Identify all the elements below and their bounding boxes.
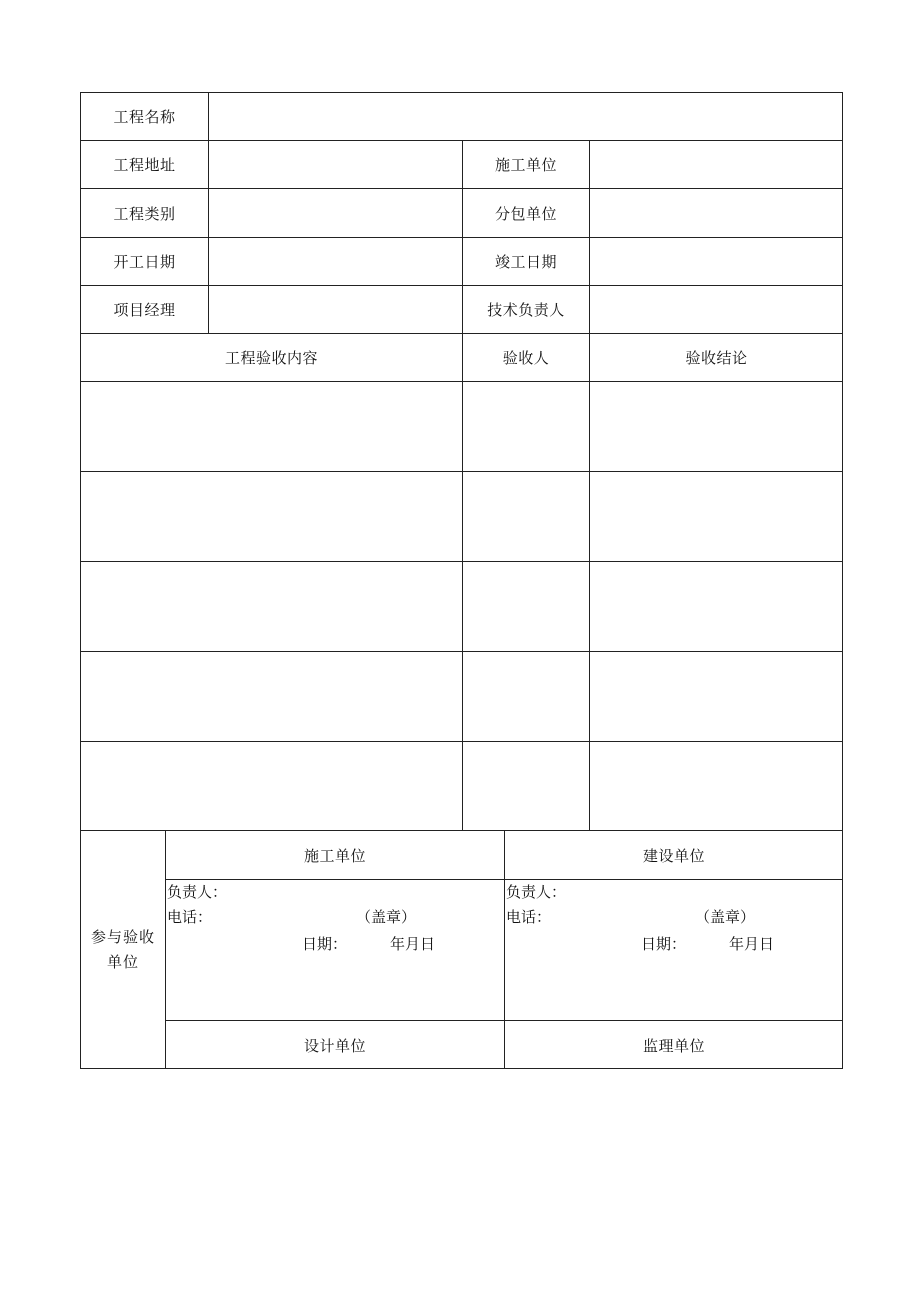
inspection-content-cell[interactable] — [81, 652, 462, 741]
supervision-unit-heading: 监理单位 — [642, 1036, 705, 1055]
subcontract-unit-field[interactable] — [590, 189, 843, 237]
project-name-field[interactable] — [209, 93, 843, 140]
conclusion-header: 验收结论 — [685, 349, 748, 367]
subcontract-unit-label: 分包单位 — [494, 204, 557, 223]
start-date-label: 开工日期 — [113, 253, 176, 271]
phone-label: 电话： — [167, 908, 213, 926]
date-label: 日期： — [641, 935, 687, 953]
date-suffix: 年月日 — [729, 935, 775, 953]
technical-lead-field[interactable] — [590, 286, 843, 333]
project-category-field[interactable] — [209, 189, 462, 237]
inspection-content-header: 工程验收内容 — [224, 349, 318, 367]
conclusion-cell[interactable] — [590, 652, 843, 741]
inspection-content-cell[interactable] — [81, 742, 462, 830]
construction-unit-field[interactable] — [590, 141, 843, 188]
inspector-cell[interactable] — [463, 742, 589, 830]
responsible-label: 负责人： — [506, 883, 567, 901]
inspection-content-cell[interactable] — [81, 382, 462, 471]
conclusion-cell[interactable] — [590, 382, 843, 471]
inspection-content-cell[interactable] — [81, 562, 462, 651]
seal-label: （盖章） — [695, 908, 756, 926]
project-manager-label: 项目经理 — [113, 301, 176, 319]
inspector-header: 验收人 — [502, 349, 550, 367]
completion-date-label: 竣工日期 — [494, 253, 557, 271]
inspector-cell[interactable] — [463, 652, 589, 741]
phone-label: 电话： — [506, 908, 552, 926]
project-address-label: 工程地址 — [113, 156, 176, 174]
project-name-label: 工程名称 — [113, 108, 176, 126]
project-category-label: 工程类别 — [113, 204, 176, 223]
owner-unit-heading: 建设单位 — [642, 846, 705, 865]
conclusion-cell[interactable] — [590, 562, 843, 651]
participants-label: 参与验收单位 — [90, 928, 155, 971]
conclusion-cell[interactable] — [590, 742, 843, 830]
inspection-content-cell[interactable] — [81, 472, 462, 561]
responsible-label: 负责人： — [167, 883, 228, 901]
owner-signature-area[interactable] — [505, 880, 843, 1020]
technical-lead-label: 技术负责人 — [487, 301, 565, 319]
project-address-field[interactable] — [209, 141, 462, 188]
construction-unit-heading: 施工单位 — [303, 846, 366, 865]
date-label: 日期： — [302, 935, 348, 953]
design-unit-heading: 设计单位 — [303, 1036, 366, 1055]
inspector-cell[interactable] — [463, 382, 589, 471]
project-manager-field[interactable] — [209, 286, 462, 333]
seal-label: （盖章） — [356, 908, 417, 926]
construction-signature-area[interactable] — [166, 880, 504, 1020]
conclusion-cell[interactable] — [590, 472, 843, 561]
inspector-cell[interactable] — [463, 562, 589, 651]
start-date-field[interactable] — [209, 238, 462, 285]
construction-unit-label: 施工单位 — [494, 156, 557, 174]
completion-date-field[interactable] — [590, 238, 843, 285]
date-suffix: 年月日 — [390, 935, 436, 953]
inspector-cell[interactable] — [463, 472, 589, 561]
